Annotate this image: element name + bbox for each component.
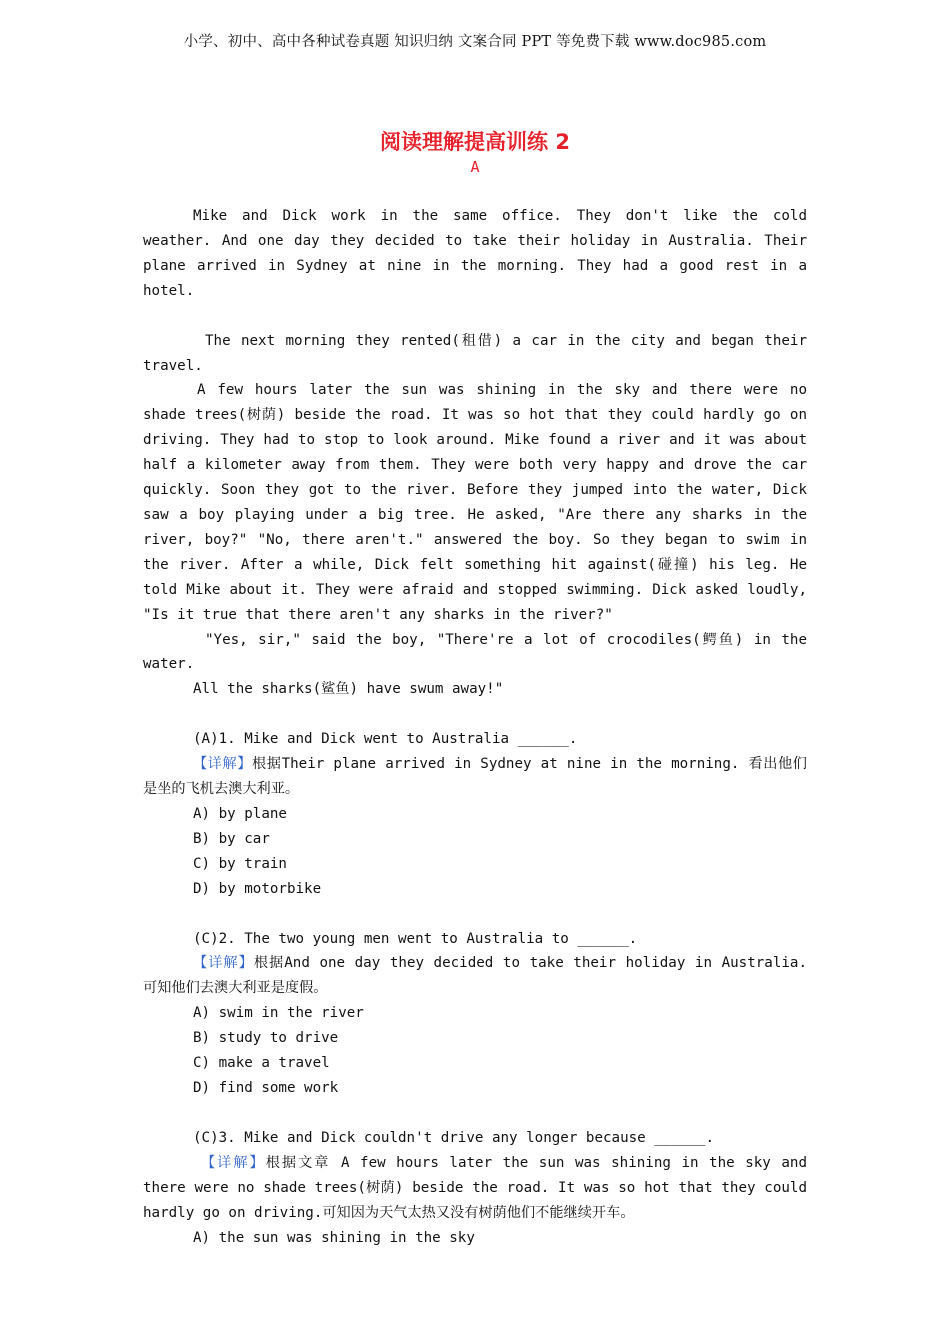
passage-paragraph: The next morning they rented(租借) a car in the city and began their travel. (143, 332, 807, 374)
passage-paragraph: "Yes, sir," said the boy, "There're a lot of crocodiles(鳄鱼) in the water. (143, 631, 807, 673)
passage-paragraph: All the sharks(鲨鱼) have swum away!" (193, 681, 504, 698)
answer-option: A) by plane (193, 805, 287, 822)
document-body (143, 204, 807, 1250)
explanation-text: 根据文章 A few hours later the sun was shining in the sky and there were no shade trees(树荫) beside the road. It was so hot that they could hardly go on driving.可知因为天气太热又没有树荫他们不能继续开车。 (143, 1154, 807, 1221)
explanation-tag: 【详解】 (201, 1154, 266, 1171)
explanation-tag: 【详解】 (193, 756, 253, 773)
explanation-text: 根据And one day they decided to take their holiday in Australia. 可知他们去澳大利亚是度假。 (143, 955, 807, 997)
question-explanation (143, 752, 807, 802)
page-title: 阅读理解提高训练 2 (380, 130, 570, 154)
spacer (143, 304, 807, 329)
spacer (143, 1101, 807, 1126)
explanation-tag: 【详解】 (193, 955, 254, 972)
question-stem: (C)3. Mike and Dick couldn't drive any longer because ______. (193, 1129, 715, 1146)
answer-option: B) by car (193, 830, 270, 847)
section-label: A (470, 158, 480, 176)
question-stem: (C)2. The two young men went to Australia to ______. (193, 930, 638, 947)
answer-option: A) the sun was shining in the sky (193, 1229, 475, 1246)
explanation-text: 根据Their plane arrived in Sydney at nine in the morning. 看出他们是坐的飞机去澳大利亚。 (143, 756, 807, 798)
answer-option: C) by train (193, 855, 287, 872)
answer-option: A) swim in the river (193, 1005, 364, 1022)
spacer (143, 902, 807, 927)
answer-option: B) study to drive (193, 1030, 339, 1047)
answer-option: C) make a travel (193, 1055, 330, 1072)
question-explanation (143, 951, 807, 1001)
question-explanation (143, 1151, 807, 1226)
answer-option: D) by motorbike (193, 880, 322, 897)
question-stem: (A)1. Mike and Dick went to Australia ______. (193, 731, 578, 748)
answer-option: D) find some work (193, 1080, 339, 1096)
passage-paragraph: A few hours later the sun was shining in the sky and there were no shade trees(树荫) beside the road. It was so hot that they could hardly go on driving. They had to stop to look around. Mike found a river and it was about half a kilometer away from them. They were both very happy and drove the car quickly. Soon they got to the river. Before they jumped into the water, Dick saw a boy playing under a big tree. He asked, "Are there any sharks in the river, boy?" "No, there aren't." answered the boy. So they began to swim in the river. After a while, Dick felt something hit against(碰撞) his leg. He told Mike about it. They were afraid and stopped swimming. Dick asked loudly, "Is it true that there aren't any sharks in the river?" (143, 382, 807, 623)
spacer (143, 702, 807, 727)
site-header: 小学、初中、高中各种试卷真题 知识归纳 文案合同 PPT 等免费下载 www.doc985.com (183, 34, 767, 50)
passage-paragraph: Mike and Dick work in the same office. They don't like the cold weather. And one day they decided to take their holiday in Australia. Their plane arrived in Sydney at nine in the morning. They had a good rest in a hotel. (143, 208, 807, 299)
